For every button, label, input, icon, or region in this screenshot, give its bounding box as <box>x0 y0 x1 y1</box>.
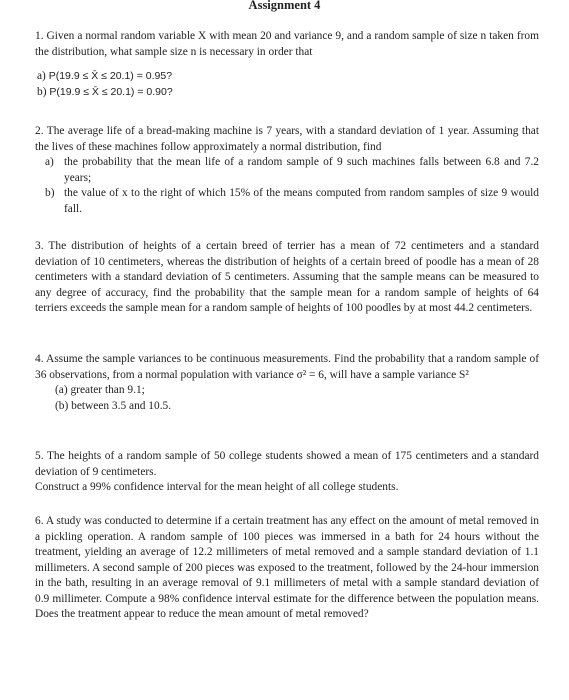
question-4-text: 4. Assume the sample variances to be continuous measurements. Find the probability that a random sample of 36 observations, from a normal population with variance σ² = 6, will have a sample variance S² <box>35 353 539 381</box>
question-2-part-b <box>45 186 539 217</box>
question-2-text: 2. The average life of a bread-making machine is 7 years, with a standard deviation of 1 year. Assuming that the lives of these machines follow approximately a normal distribution, find <box>35 125 539 153</box>
question-4-part-a: (a) greater than 9.1; <box>55 384 145 396</box>
question-4-part-b: (b) between 3.5 and 10.5. <box>55 399 172 412</box>
part-b-label: b) <box>37 85 47 98</box>
part-a-label: a) <box>45 156 54 168</box>
question-5-task: Construct a 99% confidence interval for the mean height of all college students. <box>35 481 399 493</box>
question-1 <box>35 29 539 100</box>
question-1-text: 1. Given a normal random variable X with mean 20 and variance 9, and a random sample of size n taken from the distribution, what sample size n is necessary in order that <box>35 30 539 58</box>
question-6-text: 6. A study was conducted to determine if a certain treatment has any effect on the amount of metal removed in a pickling operation. A random sample of 100 pieces was immersed in a bath for 24 hours without the treatment, yielding an average of 12.2 millimeters of metal removed and a sample standard deviation of 1.1 millimeters. A second sample of 200 pieces was exposed to the treatment, followed by the 24-hour immersion in the bath, resulting in an average removal of 9.1 millimeters of metal with a sample standard deviation of 0.9 millimeter. Compute a 98% confidence interval estimate for the difference between the population means. Does the treatment appear to reduce the mean amount of metal removed? <box>35 515 539 620</box>
question-3-text: 3. The distribution of heights of a certain breed of terrier has a mean of 72 centimeters and a standard deviation of 10 centimeters, whereas the distribution of heights of a certain breed of poodle has a mean of 28 centimeters with a standard deviation of 5 centimeters. Assuming that the sample means can be measured to any degree of accuracy, find the probability that the sample mean for a random sample of heights of 64 terriers exceeds the sample mean for a random sample of heights of 100 poodles by at most 44.2 centimeters. <box>35 240 539 314</box>
question-1-part-b <box>35 85 539 101</box>
question-2-part-a <box>45 155 539 186</box>
part-b-text: the value of x to the right of which 15% of the means computed from random samples of size 9 would fall. <box>64 187 539 215</box>
part-a-text: P(19.9 ≤ X̄ ≤ 20.1) = 0.95? <box>48 70 173 82</box>
question-5 <box>35 449 539 496</box>
question-1-part-a <box>35 69 539 85</box>
question-3 <box>35 239 539 317</box>
question-2 <box>35 124 539 217</box>
part-a-text: the probability that the mean life of a random sample of 9 such machines falls between 6.8 and 7.2 years; <box>64 156 539 184</box>
page-title: Assignment 4 <box>248 0 321 12</box>
question-5-text: 5. The heights of a random sample of 50 college students showed a mean of 175 centimeters and a standard deviation of 9 centimeters. <box>35 450 539 478</box>
question-6 <box>35 514 539 623</box>
part-b-label: b) <box>45 187 55 199</box>
part-b-text: P(19.9 ≤ X̄ ≤ 20.1) = 0.90? <box>49 85 173 98</box>
part-a-label: a) <box>37 70 46 82</box>
question-4 <box>35 352 539 414</box>
spacer <box>35 60 539 69</box>
